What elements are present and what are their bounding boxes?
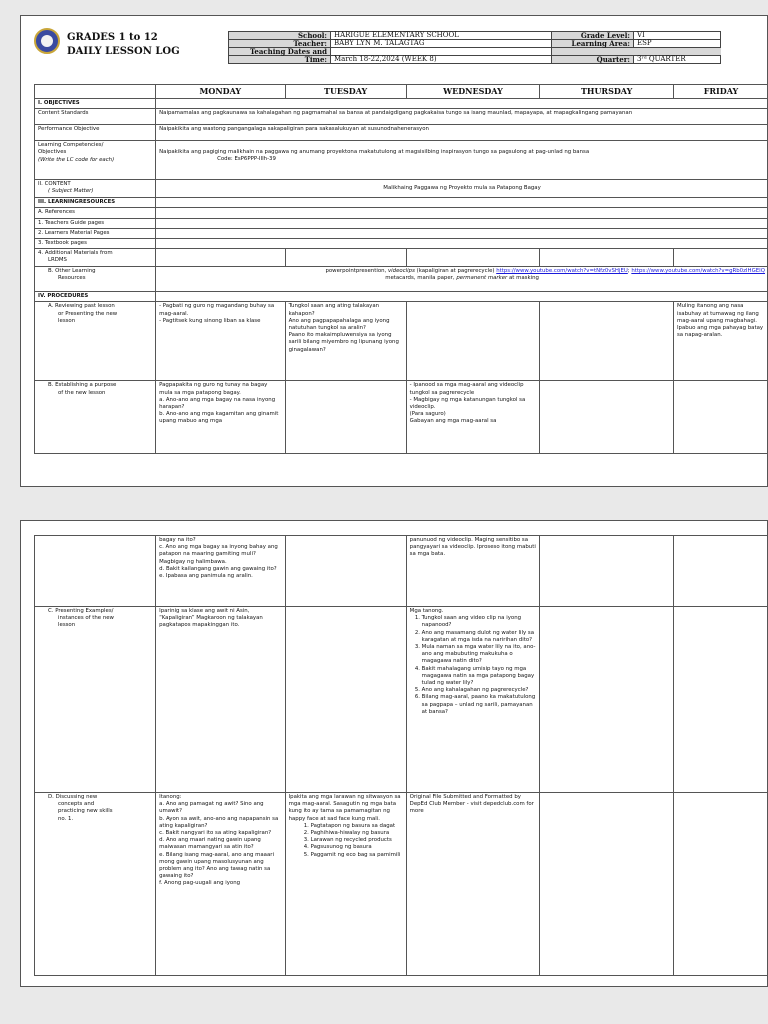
table-row	[35, 239, 768, 249]
table-row	[35, 198, 768, 208]
proc-d-label-2: concepts and	[58, 801, 95, 808]
grade-level-label: Grade Level:	[552, 32, 634, 40]
teachers-guide-label: 1. Teachers Guide pages	[35, 218, 156, 228]
youtube-link-2[interactable]: https://www.youtube.com/watch?v=gRb0zIHGEIQ	[631, 268, 765, 275]
competencies-label-1: Learning Competencies/	[38, 142, 104, 149]
teacher-value: BABY LYN M. TALAGTAG	[331, 40, 552, 48]
day-monday: MONDAY	[156, 85, 285, 99]
proc-b-monday: Pagpapakita ng guro ng tunay na bagay mula sa mga patapong bagay. a. Ano-ano ang mga bagay na nasa inyong harapan? b. Ano-ano ang mga kagamitan ang ginamit upang mabuo ang mga	[156, 381, 285, 454]
proc-d-label-4: no. 1.	[58, 815, 74, 822]
procedures-heading: IV. PROCEDURES	[35, 292, 156, 302]
lesson-log-table	[34, 84, 768, 454]
proc-b-wednesday: - Ipanood sa mga mag-aaral ang videoclip tungkol sa pagrerecycle - Magbigay ng mga katanungan tungkol sa videoclip. (Para saguro) Gabayan ang mga mag-aaral sa	[406, 381, 540, 454]
quarter-value: 3ʳᵈ QUARTER	[634, 56, 721, 64]
document-header	[34, 24, 768, 84]
table-row	[35, 208, 768, 218]
header-info-table	[228, 31, 721, 64]
day-thursday: THURSDAY	[540, 85, 674, 99]
proc-d-wednesday: Original File Submitted and Formatted by DepEd Club Member - visit depedclub.com for more	[406, 793, 540, 976]
proc-a-label-3: lesson	[58, 317, 76, 324]
school-label: School:	[229, 32, 331, 40]
performance-objective-label: Performance Objective	[35, 125, 156, 141]
list-item: 2. Ano ang masamang dulot ng water lily sa karagatan at mga isda na naririhan dito?	[422, 630, 537, 644]
performance-objective-text: Naipakikita ang wastong pangangalaga sakapaligiran para sakasalukuyan at susunodnaheneras​yon	[156, 125, 768, 141]
table-row	[35, 99, 768, 109]
dates-label-line2: Time:	[229, 56, 331, 64]
other-resources-text-b: videoclips	[387, 268, 415, 275]
proc-d-tuesday-list	[289, 823, 403, 859]
proc-b-label-2: of the new lesson	[58, 389, 106, 396]
list-item: 5. Paggamit ng eco bag sa pamimili	[311, 852, 403, 859]
content-standards-text: Naipamamalas ang pagkaunawa sa kahalagahan ng pagmamahal sa bansa at pandaigdigang pagkakaisa tungo sa isang maunlad, mapayapa, at mapagkalingang pamayanan	[156, 109, 768, 125]
competencies-label-2: Objectives	[38, 149, 67, 156]
table-row	[35, 607, 768, 793]
proc-b-monday-continued: bagay na ito? c. Ano ang mga bagay sa inyong bahay ang patapon na maaring gamiting muli? Magbigay ng halimbawa. d. Bakit kailangang gawin ang gawaing ito? e. Ipabasa ang panimula ng aralin.	[156, 536, 285, 607]
proc-a-friday: Muling itanong ang nasa isabuhay at tumawag ng ilang mag-aaral upang magbahagi. Ipabuo ang mga pahayag batay sa napag-aralan.	[673, 302, 768, 381]
list-item: 4. Pagsusunog ng basura	[311, 844, 403, 851]
table-row	[35, 793, 768, 976]
document-title-line2: DAILY LESSON LOG	[67, 46, 180, 57]
lesson-log-table-continued	[34, 535, 768, 976]
table-row	[35, 302, 768, 381]
textbook-pages-label: 3. Textbook pages	[35, 239, 156, 249]
proc-b-wednesday-continued: panunuod ng videoclip. Maging sensitibo sa pangyayari sa videoclip. Iproseso itong mabuti sa mga bata.	[406, 536, 540, 607]
proc-a-monday: - Pagbati ng guro ng magandang buhay sa mag-aaral. - Pagtitsek kung sinong liban sa klase	[156, 302, 285, 381]
quarter-label: Quarter:	[552, 56, 634, 64]
lrdms-label-1: 4. Additional Materials from	[38, 250, 113, 257]
youtube-link-1[interactable]: https://www.youtube.com/watch?v=tNfz0vSHjEU	[496, 268, 628, 275]
other-resources-text-e: permanent marker	[456, 275, 508, 282]
table-row	[35, 381, 768, 454]
list-item: 5. Ano ang kahalagahan ng pagrerecycle?	[422, 687, 537, 694]
table-row	[35, 536, 768, 607]
lesson-log-page-1	[20, 15, 768, 487]
teacher-label: Teacher:	[229, 40, 331, 48]
proc-c-monday: Iparinig sa klase ang awit ni Asin, “Kapaligiran” Magkaroon ng talakayan pagkatapos mapakinggan ito.	[156, 607, 285, 793]
other-resources-label-1: B. Other Learning	[48, 268, 96, 275]
teaching-dates-value: March 18-22,2024 (WEEK 8)	[331, 56, 552, 64]
list-item: 3. Mula naman sa mga water lily na ito, ano-ano ang mabubuting makukuha o magagawa natin dito?	[422, 644, 537, 666]
table-row	[35, 249, 768, 267]
competencies-code: Code: EsP6PPP-IIIh-39	[217, 156, 276, 163]
proc-a-tuesday: Tungkol saan ang ating talakayan kahapon? Ano ang pagpapapahalaga ang iyong natutuhan tungkol sa aralin? Paano ito makaimpluwensiya sa iyong sarili bilang miyembro ng lipunang iyong ginagalawan?	[285, 302, 406, 381]
document-title-line1: GRADES 1 to 12	[67, 32, 158, 43]
day-header-row	[35, 85, 768, 99]
day-friday: FRIDAY	[673, 85, 768, 99]
content-text: Malikhaing Paggawa ng Proyekto mula sa Patapong Bagay	[156, 180, 768, 198]
proc-d-label-1: D. Discussing new	[48, 794, 98, 800]
lrdms-label-2: LRDMS	[48, 257, 67, 264]
proc-b-label-1: B. Establishing a purpose	[48, 382, 117, 389]
proc-c-wednesday-questions	[410, 615, 537, 716]
list-item: 3. Larawan ng recycled products	[311, 837, 403, 844]
competencies-label-3: (Write the LC code for each)	[38, 156, 115, 163]
learning-area-value: ESP	[634, 40, 721, 48]
competencies-text: Naipakikita ang pagiging malikhain na paggawa ng anumang proyektona makatutulong at magsisilbing inspirasyon tungo sa pagsulong at pag-unlad ng bansa	[159, 149, 590, 156]
dates-label-line1: Teaching Dates and	[229, 48, 331, 56]
other-resources-text-a: powerpointpresention,	[325, 268, 387, 275]
content-heading: II. CONTENT	[38, 181, 71, 188]
list-item: 4. Bakit mahalagang umisip tayo ng mga magagawa natin sa mga patapong bagay tulad ng water lily?	[422, 666, 537, 688]
proc-d-tuesday-intro: Ipakita ang mga larawan ng sitwasyon sa mga mag-aaral. Sasagutin ng mga bata kung ito ay tama sa pamamagitan ng happy face at sad face kung mali.	[288, 794, 401, 822]
proc-c-label-1: C. Presenting Examples/	[48, 608, 114, 614]
table-row	[35, 180, 768, 198]
other-resources-text-c: (kapaligiran at pagrerecycle)	[416, 268, 495, 275]
proc-d-label-3: practicing new skills	[58, 808, 113, 815]
proc-c-label-3: lesson	[58, 622, 76, 629]
table-row	[35, 109, 768, 125]
proc-c-wednesday-intro: Mga tanong.	[409, 608, 444, 614]
references-label: A. References	[35, 208, 156, 218]
list-item: 1. Tungkol saan ang video clip na iyong napanood?	[422, 615, 537, 629]
proc-d-monday: Itanong: a. Ano ang pamagat ng awit? Sino ang umawit? b. Ayon sa awit, ano-ano ang napapansin sa ating kapaligiran? c. Bakit nangyari ito sa ating kapaligiran? d. Ano ang maari nating gawin upang maiwasan mamangyari sa atin ito? e. Bilang isang mag-aaral, ano ang maaari mong gawin upang masolusyunan ang problem ang ito? Ano ang tawag natin sa gawaing ito? f. Anong pag-uugali ang iyong	[156, 793, 285, 976]
day-tuesday: TUESDAY	[285, 85, 406, 99]
subject-matter-label: ( Subject Matter)	[48, 188, 94, 195]
learners-material-label: 2. Learners Material Pages	[35, 228, 156, 238]
table-row	[35, 218, 768, 228]
list-item: 2. Paghihiwa-hiwalay ng basura	[311, 830, 403, 837]
objectives-heading: I. OBJECTIVES	[35, 99, 156, 109]
list-item: 6. Bilang mag-aaral, paano ka makatutulong sa pagpapa – unlad ng sarili, pamayanan at bansa?	[422, 694, 537, 716]
table-row	[35, 141, 768, 180]
list-item: 1. Pagtatapon ng basura sa dagat	[311, 823, 403, 830]
school-value: HARIGUE ELEMENTARY SCHOOL	[331, 32, 552, 40]
table-row	[35, 125, 768, 141]
content-standards-label: Content Standards	[35, 109, 156, 125]
proc-a-label-2: or Presenting the new	[58, 310, 118, 317]
grade-level-value: VI	[634, 32, 721, 40]
learning-area-label: Learning Area:	[552, 40, 634, 48]
proc-c-label-2: instances of the new	[58, 615, 114, 622]
other-resources-label-2: Resources	[58, 275, 86, 282]
table-row: B. Other Learning Resources powerpointpresention, videoclips (kapaligiran at pagrerecycle) https://www.youtube.com/watch?v=tNfz0vSHjEU; https://www.youtube.com/watch?v=gRb0zIHGEIQ metacards, manila paper, permanent marker at masking	[35, 267, 768, 292]
day-wednesday: WEDNESDAY	[406, 85, 540, 99]
other-resources-text-f: at masking	[508, 275, 539, 282]
deped-seal-icon	[34, 28, 60, 54]
lesson-log-page-2	[20, 520, 768, 987]
other-resources-text-d: metacards, manila paper,	[385, 275, 455, 282]
learning-resources-heading: III. LEARNINGRESOURCES	[35, 198, 156, 208]
table-row	[35, 292, 768, 302]
table-row	[35, 228, 768, 238]
proc-a-label-1: A. Reviewing past lesson	[48, 303, 115, 310]
